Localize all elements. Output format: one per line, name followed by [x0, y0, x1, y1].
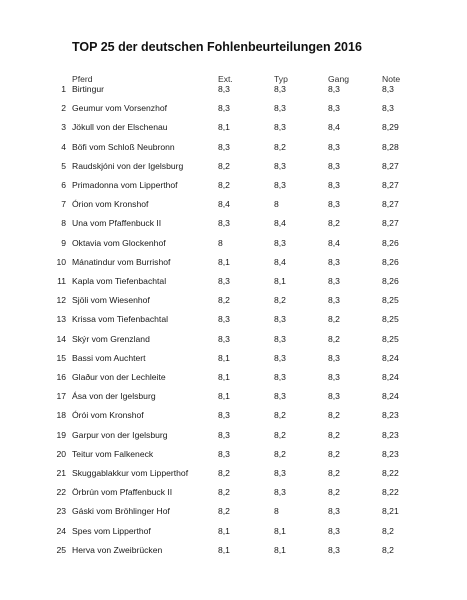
table-row	[0, 140, 467, 154]
horse-name: Böfi vom Schloß Neubronn	[72, 141, 175, 152]
ext-score: 8,3	[218, 141, 230, 152]
horse-name: Teitur vom Falkeneck	[72, 448, 154, 459]
row-rank: 4	[61, 141, 66, 152]
ext-score: 8,1	[218, 525, 230, 536]
note-score: 8,24	[382, 372, 399, 382]
gang-score: 8,3	[328, 199, 340, 210]
row-rank: 14	[56, 333, 66, 344]
horse-name: Ása von der Igelsburg	[72, 391, 156, 402]
ext-score: 8	[218, 237, 223, 248]
table-row	[0, 485, 467, 499]
note-score: 8,3	[382, 103, 394, 114]
ext-score: 8,2	[218, 506, 230, 517]
gang-score: 8,3	[328, 391, 340, 402]
row-rank: 11	[57, 276, 66, 286]
header-ext: Ext.	[218, 74, 233, 84]
note-score: 8,27	[382, 180, 399, 190]
typ-score: 8,3	[274, 122, 286, 133]
horse-name: Geumur vom Vorsenzhof	[72, 103, 168, 114]
ext-score: 8,2	[218, 487, 230, 498]
gang-score: 8,2	[328, 218, 340, 229]
table-row	[0, 370, 467, 384]
table-row	[0, 216, 467, 230]
table-row	[0, 236, 467, 250]
gang-score: 8,3	[328, 141, 340, 152]
typ-score: 8,1	[274, 544, 286, 555]
horse-name: Krissa vom Tiefenbachtal	[72, 314, 169, 325]
table-row	[0, 82, 467, 96]
horse-name: Birtingur	[72, 84, 104, 94]
typ-score: 8,3	[274, 333, 286, 344]
typ-score: 8,2	[274, 141, 286, 152]
table-row	[0, 159, 467, 173]
ext-score: 8,1	[218, 122, 230, 133]
note-score: 8,21	[382, 506, 399, 517]
horse-name: Spes vom Lipperthof	[72, 525, 151, 536]
gang-score: 8,3	[328, 295, 340, 306]
typ-score: 8,2	[274, 448, 286, 459]
typ-score: 8	[274, 506, 279, 517]
horse-name: Raudskjóni von der Igelsburg	[72, 160, 184, 171]
page-title: TOP 25 der deutschen Fohlenbeurteilungen 2016	[72, 40, 362, 54]
ext-score: 8,2	[218, 468, 230, 478]
table-row	[0, 197, 467, 211]
note-score: 8,23	[382, 448, 399, 459]
gang-score: 8,3	[328, 372, 340, 382]
horse-name: Una vom Pfaffenbuck II	[72, 218, 162, 229]
note-score: 8,24	[382, 352, 399, 363]
gang-score: 8,2	[328, 429, 340, 440]
ext-score: 8,3	[218, 103, 230, 114]
table-row	[0, 312, 467, 326]
horse-name: Jökull von der Elschenau	[72, 122, 168, 133]
horse-name: Garpur von der Igelsburg	[72, 429, 168, 440]
typ-score: 8,2	[274, 295, 286, 306]
note-score: 8,26	[382, 256, 399, 267]
gang-score: 8,2	[328, 487, 340, 498]
row-rank: 21	[56, 468, 66, 478]
table-row	[0, 524, 467, 538]
gang-score: 8,2	[328, 314, 340, 325]
gang-score: 8,2	[328, 468, 340, 478]
horse-name: Órion vom Kronshof	[72, 199, 149, 210]
typ-score: 8,1	[274, 276, 286, 286]
row-rank: 16	[56, 372, 66, 382]
table-row	[0, 351, 467, 365]
ext-score: 8,1	[218, 372, 230, 382]
typ-score: 8,4	[274, 218, 286, 229]
gang-score: 8,3	[328, 525, 340, 536]
typ-score: 8,3	[274, 468, 286, 478]
typ-score: 8,3	[274, 160, 286, 171]
row-rank: 22	[56, 487, 66, 498]
note-score: 8,27	[382, 199, 399, 210]
row-rank: 1	[61, 84, 66, 94]
horse-name: Herva von Zweibrücken	[72, 544, 163, 555]
note-score: 8,28	[382, 141, 399, 152]
table-row	[0, 466, 467, 480]
note-score: 8,25	[382, 295, 399, 306]
table-row	[0, 389, 467, 403]
note-score: 8,27	[382, 160, 399, 171]
note-score: 8,22	[382, 468, 399, 478]
note-score: 8,2	[382, 525, 394, 536]
note-score: 8,22	[382, 487, 399, 498]
gang-score: 8,2	[328, 410, 340, 421]
gang-score: 8,3	[328, 544, 340, 555]
gang-score: 8,3	[328, 256, 340, 267]
row-rank: 2	[61, 103, 66, 114]
horse-name: Örbrún vom Pfaffenbuck II	[72, 487, 173, 498]
row-rank: 13	[56, 314, 66, 325]
ext-score: 8,1	[218, 352, 230, 363]
horse-name: Skuggablakkur vom Lipperthof	[72, 468, 189, 478]
note-score: 8,24	[382, 391, 399, 402]
table-row	[0, 408, 467, 422]
table-row	[0, 332, 467, 346]
typ-score: 8,3	[274, 487, 286, 498]
gang-score: 8,3	[328, 84, 340, 94]
header-note: Note	[382, 74, 401, 84]
gang-score: 8,3	[328, 180, 340, 190]
row-rank: 3	[61, 122, 66, 133]
note-score: 8,27	[382, 218, 399, 229]
horse-name: Sjöli vom Wiesenhof	[72, 295, 150, 306]
typ-score: 8,1	[274, 525, 286, 536]
horse-name: Órói vom Kronshof	[72, 410, 144, 421]
gang-score: 8,3	[328, 352, 340, 363]
table-row	[0, 293, 467, 307]
gang-score: 8,4	[328, 122, 340, 133]
typ-score: 8,3	[274, 391, 286, 402]
typ-score: 8,3	[274, 237, 286, 248]
ext-score: 8,3	[218, 410, 230, 421]
horse-name: Kapla vom Tiefenbachtal	[72, 276, 167, 286]
header-typ: Typ	[274, 74, 288, 84]
horse-name: Mánatindur vom Burrishof	[72, 256, 171, 267]
row-rank: 7	[61, 199, 66, 210]
note-score: 8,23	[382, 410, 399, 421]
table-row	[0, 274, 467, 288]
row-rank: 6	[61, 180, 66, 190]
ext-score: 8,3	[218, 448, 230, 459]
table-row	[0, 543, 467, 557]
note-score: 8,26	[382, 276, 399, 286]
typ-score: 8	[274, 199, 279, 210]
row-rank: 25	[56, 544, 66, 555]
row-rank: 20	[56, 448, 66, 459]
ext-score: 8,3	[218, 276, 230, 286]
note-score: 8,26	[382, 237, 399, 248]
ext-score: 8,2	[218, 295, 230, 306]
row-rank: 12	[56, 295, 66, 306]
row-rank: 18	[56, 410, 66, 421]
note-score: 8,2	[382, 544, 394, 555]
typ-score: 8,2	[274, 410, 286, 421]
gang-score: 8,3	[328, 276, 340, 286]
table-row	[0, 178, 467, 192]
gang-score: 8,2	[328, 333, 340, 344]
table-row	[0, 120, 467, 134]
ext-score: 8,3	[218, 84, 230, 94]
row-rank: 10	[56, 256, 66, 267]
row-rank: 17	[56, 391, 66, 402]
horse-name: Primadonna vom Lipperthof	[72, 180, 178, 190]
note-score: 8,29	[382, 122, 399, 133]
typ-score: 8,4	[274, 256, 286, 267]
ext-score: 8,3	[218, 429, 230, 440]
gang-score: 8,4	[328, 237, 340, 248]
ext-score: 8,1	[218, 391, 230, 402]
note-score: 8,25	[382, 333, 399, 344]
ext-score: 8,1	[218, 256, 230, 267]
table-row	[0, 447, 467, 461]
table-row	[0, 504, 467, 518]
typ-score: 8,3	[274, 180, 286, 190]
typ-score: 8,3	[274, 352, 286, 363]
ext-score: 8,3	[218, 218, 230, 229]
horse-name: Gáski vom Bröhlinger Hof	[72, 506, 170, 517]
ext-score: 8,4	[218, 199, 230, 210]
gang-score: 8,2	[328, 448, 340, 459]
typ-score: 8,3	[274, 103, 286, 114]
ext-score: 8,2	[218, 160, 230, 171]
typ-score: 8,3	[274, 372, 286, 382]
gang-score: 8,3	[328, 506, 340, 517]
table-row	[0, 428, 467, 442]
row-rank: 15	[56, 352, 66, 363]
note-score: 8,23	[382, 429, 399, 440]
note-score: 8,25	[382, 314, 399, 325]
ext-score: 8,1	[218, 544, 230, 555]
typ-score: 8,3	[274, 84, 286, 94]
ext-score: 8,2	[218, 180, 230, 190]
gang-score: 8,3	[328, 103, 340, 114]
horse-name: Oktavia vom Glockenhof	[72, 237, 166, 248]
header-horse: Pferd	[72, 74, 93, 84]
row-rank: 19	[56, 429, 66, 440]
row-rank: 5	[61, 160, 66, 171]
ext-score: 8,3	[218, 314, 230, 325]
row-rank: 23	[56, 506, 66, 517]
horse-name: Skýr vom Grenzland	[72, 333, 150, 344]
row-rank: 8	[61, 218, 66, 229]
row-rank: 24	[56, 525, 66, 536]
row-rank: 9	[61, 237, 66, 248]
table-row	[0, 101, 467, 115]
horse-name: Bassi vom Auchtert	[72, 352, 146, 363]
typ-score: 8,2	[274, 429, 286, 440]
ext-score: 8,3	[218, 333, 230, 344]
note-score: 8,3	[382, 84, 394, 94]
gang-score: 8,3	[328, 160, 340, 171]
table-row	[0, 255, 467, 269]
horse-name: Glaður von der Lechleite	[72, 372, 166, 382]
typ-score: 8,3	[274, 314, 286, 325]
header-gang: Gang	[328, 74, 350, 84]
